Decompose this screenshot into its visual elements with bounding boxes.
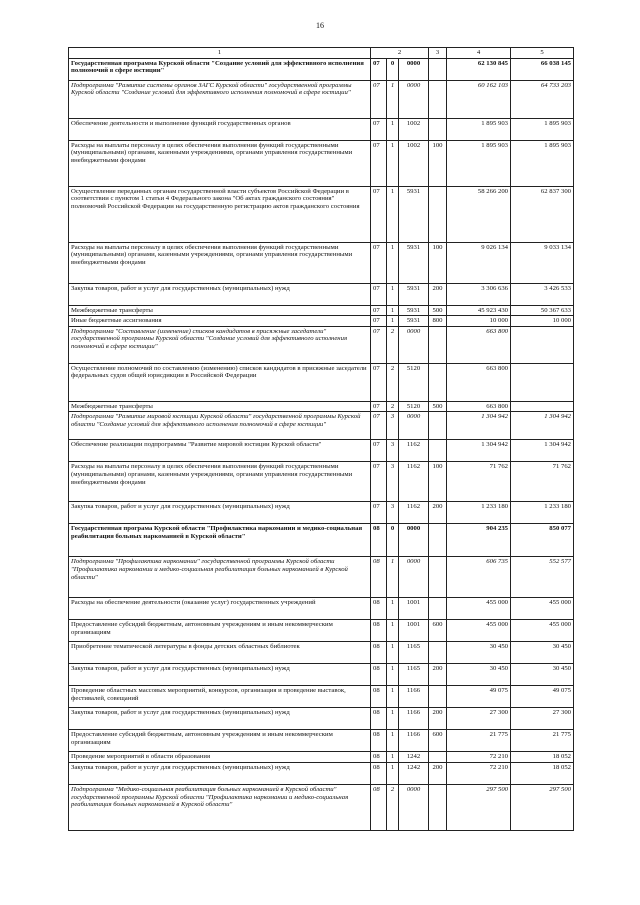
subprogram-code: 0 bbox=[387, 524, 399, 557]
subprogram-code: 3 bbox=[387, 412, 399, 440]
table-header-row bbox=[69, 48, 574, 59]
subprogram-code: 1 bbox=[387, 316, 399, 327]
row-name: Предоставление субсидий бюджетным, автономным учреждениям и иным некоммерческим организациям bbox=[69, 730, 371, 752]
table-row bbox=[69, 762, 574, 784]
expense-type-code: 200 bbox=[429, 762, 447, 784]
amount-year-2: 18 052 bbox=[511, 752, 574, 763]
program-code: 07 bbox=[371, 316, 387, 327]
direction-code: 1162 bbox=[399, 462, 429, 502]
row-name: Закупка товаров, работ и услуг для государственных (муниципальных) нужд bbox=[69, 502, 371, 524]
expense-type-code bbox=[429, 80, 447, 118]
subprogram-code: 1 bbox=[387, 118, 399, 140]
expense-type-code bbox=[429, 363, 447, 401]
program-code: 07 bbox=[371, 326, 387, 363]
table-row bbox=[69, 752, 574, 763]
row-name: Государственная программа Курской области "Создание условий для эффективного исполнения полномочий в сфере юстиции" bbox=[69, 58, 371, 80]
direction-code: 0000 bbox=[399, 326, 429, 363]
direction-code: 0000 bbox=[399, 524, 429, 557]
amount-year-2: 21 775 bbox=[511, 730, 574, 752]
amount-year-1: 1 304 942 bbox=[447, 412, 511, 440]
row-name: Межбюджетные трансферты bbox=[69, 305, 371, 316]
row-name: Закупка товаров, работ и услуг для государственных (муниципальных) нужд bbox=[69, 708, 371, 730]
amount-year-2: 297 500 bbox=[511, 784, 574, 830]
program-code: 07 bbox=[371, 80, 387, 118]
table-row bbox=[69, 557, 574, 598]
subprogram-code: 1 bbox=[387, 283, 399, 305]
table-row bbox=[69, 620, 574, 642]
row-name: Подпрограмма "Медико-социальная реабилитация больных наркоманией в Курской области" государственной программы Курской области "Профилактика наркомании и медико-социальная реабилитация больных наркоманией в Курской области" bbox=[69, 784, 371, 830]
expense-type-code: 200 bbox=[429, 664, 447, 686]
row-name: Предоставление субсидий бюджетным, автономным учреждениям и иным некоммерческим организациям bbox=[69, 620, 371, 642]
table-row bbox=[69, 401, 574, 412]
table-row bbox=[69, 462, 574, 502]
amount-year-1: 72 210 bbox=[447, 762, 511, 784]
amount-year-1: 663 800 bbox=[447, 326, 511, 363]
table-row bbox=[69, 440, 574, 462]
subprogram-code: 1 bbox=[387, 708, 399, 730]
expense-type-code: 100 bbox=[429, 242, 447, 283]
amount-year-1: 455 000 bbox=[447, 620, 511, 642]
header-col-2: 2 bbox=[371, 48, 429, 59]
amount-year-2: 30 450 bbox=[511, 642, 574, 664]
row-name: Проведение областных массовых мероприятий, конкурсов, организация и проведение выставок, фестивалей, совещаний bbox=[69, 686, 371, 708]
subprogram-code: 1 bbox=[387, 140, 399, 186]
amount-year-2: 1 304 942 bbox=[511, 412, 574, 440]
subprogram-code: 1 bbox=[387, 752, 399, 763]
amount-year-1: 49 075 bbox=[447, 686, 511, 708]
direction-code: 1001 bbox=[399, 620, 429, 642]
amount-year-2: 10 000 bbox=[511, 316, 574, 327]
program-code: 07 bbox=[371, 462, 387, 502]
amount-year-1: 1 895 903 bbox=[447, 140, 511, 186]
row-name: Приобретение тематической литературы в фонды детских областных библиотек bbox=[69, 642, 371, 664]
amount-year-2: 71 762 bbox=[511, 462, 574, 502]
row-name: Подпрограмма "Развитие системы органов ЗАГС Курской области" государственной программы Курской области "Создание условий для эффективного исполнения полномочий в сфере юстиции" bbox=[69, 80, 371, 118]
expense-type-code bbox=[429, 326, 447, 363]
direction-code: 1166 bbox=[399, 730, 429, 752]
subprogram-code: 1 bbox=[387, 242, 399, 283]
amount-year-1: 663 800 bbox=[447, 363, 511, 401]
row-name: Обеспечение реализации подпрограммы "Развитие мировой юстиции Курской области" bbox=[69, 440, 371, 462]
table-row bbox=[69, 502, 574, 524]
program-code: 08 bbox=[371, 784, 387, 830]
expense-type-code: 200 bbox=[429, 502, 447, 524]
amount-year-2: 1 233 180 bbox=[511, 502, 574, 524]
direction-code: 5931 bbox=[399, 283, 429, 305]
program-code: 07 bbox=[371, 283, 387, 305]
subprogram-code: 1 bbox=[387, 686, 399, 708]
subprogram-code: 1 bbox=[387, 80, 399, 118]
subprogram-code: 3 bbox=[387, 502, 399, 524]
row-name: Подпрограмма "Профилактика наркомании" государственной программы Курской области "Профилактика наркомании и медико-социальная реабилитация больных наркоманией в Курской области" bbox=[69, 557, 371, 598]
program-code: 08 bbox=[371, 762, 387, 784]
row-name: Расходы на выплаты персоналу в целях обеспечения выполнения функций государственными (муниципальными) органами, казенными учреждениями, органами управления государственными внебюджетными фондами bbox=[69, 462, 371, 502]
amount-year-1: 1 895 903 bbox=[447, 118, 511, 140]
amount-year-1: 60 162 103 bbox=[447, 80, 511, 118]
subprogram-code: 1 bbox=[387, 762, 399, 784]
row-name: Проведение мероприятий в области образования bbox=[69, 752, 371, 763]
program-code: 07 bbox=[371, 401, 387, 412]
subprogram-code: 1 bbox=[387, 664, 399, 686]
table-row bbox=[69, 326, 574, 363]
table-row bbox=[69, 305, 574, 316]
expense-type-code: 600 bbox=[429, 730, 447, 752]
table-row bbox=[69, 140, 574, 186]
program-code: 07 bbox=[371, 186, 387, 242]
expense-type-code bbox=[429, 118, 447, 140]
subprogram-code: 2 bbox=[387, 363, 399, 401]
direction-code: 5120 bbox=[399, 401, 429, 412]
amount-year-2: 27 300 bbox=[511, 708, 574, 730]
direction-code: 0000 bbox=[399, 80, 429, 118]
amount-year-1: 21 775 bbox=[447, 730, 511, 752]
table-row bbox=[69, 283, 574, 305]
table-row bbox=[69, 363, 574, 401]
direction-code: 1165 bbox=[399, 664, 429, 686]
program-code: 07 bbox=[371, 242, 387, 283]
program-code: 07 bbox=[371, 502, 387, 524]
amount-year-1: 10 000 bbox=[447, 316, 511, 327]
amount-year-2: 1 895 903 bbox=[511, 140, 574, 186]
subprogram-code: 1 bbox=[387, 186, 399, 242]
expense-type-code: 800 bbox=[429, 316, 447, 327]
table-row bbox=[69, 784, 574, 830]
direction-code: 0000 bbox=[399, 557, 429, 598]
expense-type-code: 600 bbox=[429, 620, 447, 642]
table-row bbox=[69, 80, 574, 118]
program-code: 08 bbox=[371, 524, 387, 557]
amount-year-2: 3 426 533 bbox=[511, 283, 574, 305]
program-code: 08 bbox=[371, 557, 387, 598]
program-code: 08 bbox=[371, 752, 387, 763]
table-row bbox=[69, 58, 574, 80]
expense-type-code: 200 bbox=[429, 708, 447, 730]
direction-code: 5931 bbox=[399, 186, 429, 242]
subprogram-code: 3 bbox=[387, 440, 399, 462]
subprogram-code: 1 bbox=[387, 598, 399, 620]
row-name: Осуществление переданных органам государственной власти субъектов Российской Федерации в соответствии с пунктом 1 статьи 4 Федерального закона "Об актах гражданского состояния" полномочий Российской Федерации на государственную регистрацию актов гражданского состояния bbox=[69, 186, 371, 242]
amount-year-2: 455 000 bbox=[511, 620, 574, 642]
amount-year-2 bbox=[511, 363, 574, 401]
amount-year-1: 1 304 942 bbox=[447, 440, 511, 462]
row-name: Межбюджетные трансферты bbox=[69, 401, 371, 412]
program-code: 08 bbox=[371, 664, 387, 686]
amount-year-2: 850 077 bbox=[511, 524, 574, 557]
row-name: Расходы на обеспечение деятельности (оказание услуг) государственных учреждений bbox=[69, 598, 371, 620]
direction-code: 1242 bbox=[399, 752, 429, 763]
amount-year-2: 64 733 203 bbox=[511, 80, 574, 118]
program-code: 08 bbox=[371, 620, 387, 642]
row-name: Иные бюджетные ассигнования bbox=[69, 316, 371, 327]
amount-year-1: 71 762 bbox=[447, 462, 511, 502]
row-name: Расходы на выплаты персоналу в целях обеспечения выполнения функций государственными (муниципальными) органами, казенными учреждениями, органами управления государственными внебюджетными фондами bbox=[69, 242, 371, 283]
amount-year-2: 49 075 bbox=[511, 686, 574, 708]
table-row bbox=[69, 708, 574, 730]
amount-year-1: 3 306 636 bbox=[447, 283, 511, 305]
expense-type-code: 500 bbox=[429, 401, 447, 412]
direction-code: 5931 bbox=[399, 242, 429, 283]
program-code: 07 bbox=[371, 118, 387, 140]
amount-year-1: 663 800 bbox=[447, 401, 511, 412]
row-name: Обеспечение деятельности и выполнение функций государственных органов bbox=[69, 118, 371, 140]
amount-year-2: 9 033 134 bbox=[511, 242, 574, 283]
amount-year-1: 45 923 430 bbox=[447, 305, 511, 316]
expense-type-code bbox=[429, 642, 447, 664]
amount-year-2: 552 577 bbox=[511, 557, 574, 598]
amount-year-2: 1 895 903 bbox=[511, 118, 574, 140]
subprogram-code: 2 bbox=[387, 401, 399, 412]
row-name: Закупка товаров, работ и услуг для государственных (муниципальных) нужд bbox=[69, 664, 371, 686]
amount-year-2: 1 304 942 bbox=[511, 440, 574, 462]
table-row bbox=[69, 242, 574, 283]
row-name: Закупка товаров, работ и услуг для государственных (муниципальных) нужд bbox=[69, 283, 371, 305]
direction-code: 0000 bbox=[399, 784, 429, 830]
amount-year-1: 606 735 bbox=[447, 557, 511, 598]
direction-code: 1002 bbox=[399, 118, 429, 140]
amount-year-1: 455 000 bbox=[447, 598, 511, 620]
expense-type-code: 200 bbox=[429, 283, 447, 305]
expense-type-code bbox=[429, 686, 447, 708]
amount-year-2: 455 000 bbox=[511, 598, 574, 620]
row-name: Подпрограмма "Развитие мировой юстиции Курской области" государственной программы Курской области "Создание условий для эффективного исполнения полномочий в сфере юстиции" bbox=[69, 412, 371, 440]
program-code: 08 bbox=[371, 598, 387, 620]
header-col-1: 1 bbox=[69, 48, 371, 59]
subprogram-code: 0 bbox=[387, 58, 399, 80]
direction-code: 1162 bbox=[399, 502, 429, 524]
header-col-5: 5 bbox=[511, 48, 574, 59]
subprogram-code: 2 bbox=[387, 326, 399, 363]
table-row bbox=[69, 524, 574, 557]
header-col-4: 4 bbox=[447, 48, 511, 59]
subprogram-code: 1 bbox=[387, 730, 399, 752]
expense-type-code: 100 bbox=[429, 140, 447, 186]
table-row bbox=[69, 686, 574, 708]
page-number: 16 bbox=[316, 21, 324, 30]
amount-year-1: 30 450 bbox=[447, 664, 511, 686]
expense-type-code bbox=[429, 412, 447, 440]
amount-year-1: 27 300 bbox=[447, 708, 511, 730]
program-code: 08 bbox=[371, 730, 387, 752]
row-name: Расходы на выплаты персоналу в целях обеспечения выполнения функций государственными (муниципальными) органами, казенными учреждениями, органами управления государственными внебюджетными фондами bbox=[69, 140, 371, 186]
expense-type-code bbox=[429, 557, 447, 598]
amount-year-1: 30 450 bbox=[447, 642, 511, 664]
direction-code: 5931 bbox=[399, 305, 429, 316]
amount-year-2: 66 038 145 bbox=[511, 58, 574, 80]
amount-year-2: 50 367 633 bbox=[511, 305, 574, 316]
amount-year-1: 9 026 134 bbox=[447, 242, 511, 283]
table-row bbox=[69, 642, 574, 664]
amount-year-1: 297 500 bbox=[447, 784, 511, 830]
direction-code: 1002 bbox=[399, 140, 429, 186]
direction-code: 5931 bbox=[399, 316, 429, 327]
direction-code: 0000 bbox=[399, 58, 429, 80]
direction-code: 1162 bbox=[399, 440, 429, 462]
subprogram-code: 1 bbox=[387, 620, 399, 642]
program-code: 08 bbox=[371, 686, 387, 708]
expense-type-code bbox=[429, 440, 447, 462]
program-code: 07 bbox=[371, 440, 387, 462]
row-name: Закупка товаров, работ и услуг для государственных (муниципальных) нужд bbox=[69, 762, 371, 784]
program-code: 07 bbox=[371, 140, 387, 186]
expense-type-code: 100 bbox=[429, 462, 447, 502]
amount-year-2 bbox=[511, 401, 574, 412]
direction-code: 1166 bbox=[399, 708, 429, 730]
header-col-3: 3 bbox=[429, 48, 447, 59]
program-code: 07 bbox=[371, 305, 387, 316]
table-row bbox=[69, 118, 574, 140]
direction-code: 0000 bbox=[399, 412, 429, 440]
subprogram-code: 2 bbox=[387, 784, 399, 830]
table-row bbox=[69, 186, 574, 242]
row-name: Подпрограмма "Составление (изменение) списков кандидатов в присяжные заседатели" государственной программы Курской области "Создание условий для эффективного исполнения полномочий в сфере юстиции" bbox=[69, 326, 371, 363]
amount-year-2: 30 450 bbox=[511, 664, 574, 686]
expense-type-code bbox=[429, 186, 447, 242]
expense-type-code bbox=[429, 752, 447, 763]
row-name: Государственная програма Курской области "Профилактика наркомании и медико-социальная реабилитация больных наркоманией в Курской области" bbox=[69, 524, 371, 557]
direction-code: 1001 bbox=[399, 598, 429, 620]
table-row bbox=[69, 664, 574, 686]
program-code: 07 bbox=[371, 58, 387, 80]
expense-type-code bbox=[429, 784, 447, 830]
amount-year-2: 62 837 300 bbox=[511, 186, 574, 242]
amount-year-1: 58 266 200 bbox=[447, 186, 511, 242]
program-code: 08 bbox=[371, 708, 387, 730]
expense-type-code bbox=[429, 524, 447, 557]
expense-type-code: 500 bbox=[429, 305, 447, 316]
program-code: 07 bbox=[371, 412, 387, 440]
amount-year-1: 1 233 180 bbox=[447, 502, 511, 524]
budget-table bbox=[68, 47, 574, 831]
subprogram-code: 3 bbox=[387, 462, 399, 502]
direction-code: 5120 bbox=[399, 363, 429, 401]
amount-year-2 bbox=[511, 326, 574, 363]
program-code: 08 bbox=[371, 642, 387, 664]
table-row bbox=[69, 316, 574, 327]
amount-year-1: 72 210 bbox=[447, 752, 511, 763]
subprogram-code: 1 bbox=[387, 642, 399, 664]
table-row bbox=[69, 412, 574, 440]
direction-code: 1166 bbox=[399, 686, 429, 708]
direction-code: 1242 bbox=[399, 762, 429, 784]
amount-year-1: 904 235 bbox=[447, 524, 511, 557]
program-code: 07 bbox=[371, 363, 387, 401]
amount-year-2: 18 052 bbox=[511, 762, 574, 784]
row-name: Осуществление полномочий по составлению (изменению) списков кандидатов в присяжные заседатели федеральных судов общей юрисдикции в Российской Федерации bbox=[69, 363, 371, 401]
table-row bbox=[69, 598, 574, 620]
expense-type-code bbox=[429, 58, 447, 80]
expense-type-code bbox=[429, 598, 447, 620]
direction-code: 1165 bbox=[399, 642, 429, 664]
subprogram-code: 1 bbox=[387, 305, 399, 316]
subprogram-code: 1 bbox=[387, 557, 399, 598]
table-row bbox=[69, 730, 574, 752]
amount-year-1: 62 130 845 bbox=[447, 58, 511, 80]
